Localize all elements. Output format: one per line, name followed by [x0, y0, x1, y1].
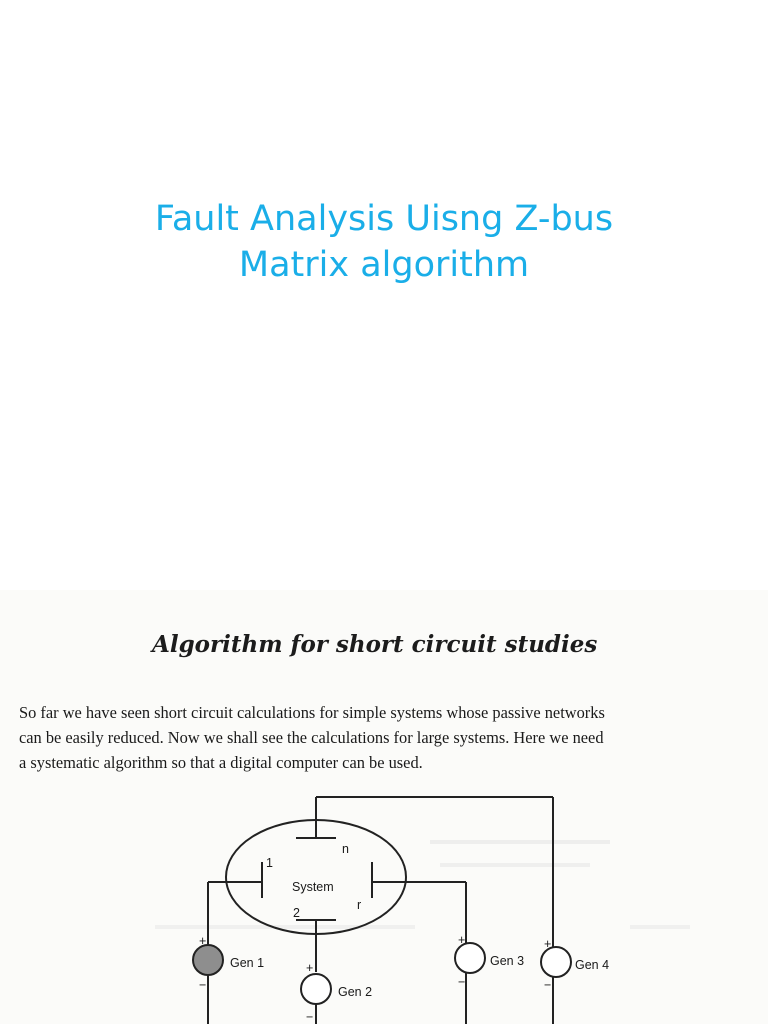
slide-title	[40, 196, 728, 288]
slide-title-line-1: Fault Analysis Uisng Z-bus	[154, 199, 614, 239]
slide-title-line-2: Matrix algorithm	[238, 245, 530, 285]
scanned-textbook-page	[0, 590, 768, 1024]
gen-1-label: Gen 1	[230, 956, 265, 970]
gen-4-source	[541, 947, 571, 977]
system-label: System	[292, 880, 334, 894]
node-label-1: 1	[266, 856, 273, 870]
paragraph-line: So far we have seen short circuit calculations for simple systems whose passive networks	[19, 703, 605, 722]
gen-2-source	[301, 974, 331, 1004]
section-heading: Algorithm for short circuit studies	[152, 631, 598, 658]
intro-paragraph	[19, 700, 759, 775]
system-circuit-diagram	[0, 785, 768, 1024]
gen-3-source	[455, 943, 485, 973]
gen-3-plus: +	[458, 933, 466, 947]
gen-2-minus: −	[306, 1010, 314, 1024]
node-label-n: n	[342, 842, 349, 856]
paragraph-line: a systematic algorithm so that a digital computer can be used.	[19, 753, 423, 772]
gen-4-plus: +	[544, 937, 552, 951]
node-label-r: r	[357, 898, 362, 912]
gen-1-minus: −	[199, 978, 207, 992]
paragraph-line: can be easily reduced. Now we shall see the calculations for large systems. Here we need	[19, 728, 604, 747]
gen-4-minus: −	[544, 978, 552, 992]
gen-4-label: Gen 4	[575, 958, 610, 972]
gen-2-label: Gen 2	[338, 985, 373, 999]
gen-3-label: Gen 3	[490, 954, 525, 968]
gen-2-plus: +	[306, 961, 314, 975]
gen-3-minus: −	[458, 975, 466, 989]
node-label-2: 2	[293, 906, 300, 920]
gen-1-source	[193, 945, 223, 975]
gen-1-plus: +	[199, 934, 207, 948]
